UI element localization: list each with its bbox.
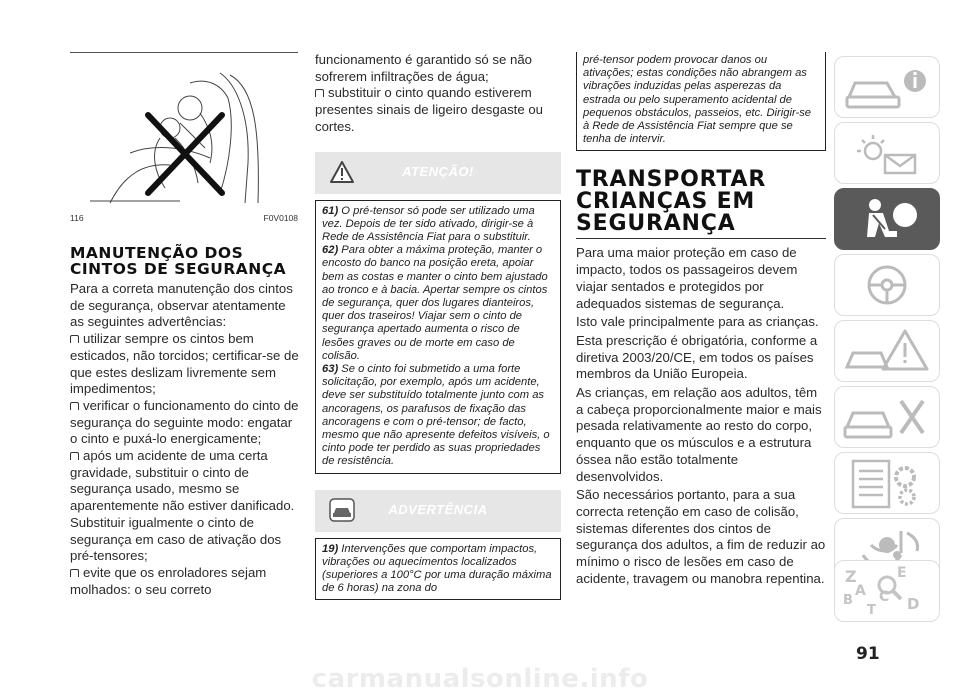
advice-title: ADVERTÊNCIA <box>388 501 488 517</box>
bullet-item: após um acidente de uma certa gravidade, substituir o cinto de segurança usado, mesmo se aparentemente não estiver danificado. Substituir igualmente o cinto de segurança em caso de ativação dos pré-tensores; <box>70 448 295 564</box>
tab-airbag-seatbelt[interactable] <box>834 188 940 250</box>
index-letter: Z <box>845 567 857 586</box>
heading-line-1: MANUTENÇÃO DOS <box>70 244 244 262</box>
warning-content <box>315 200 561 474</box>
intro-paragraph: Para a correta manutenção dos cintos de segurança, observar atentamente as seguintes advertências: <box>70 281 293 330</box>
car-tools-icon <box>835 387 941 449</box>
steering-wheel-icon <box>835 255 941 317</box>
heading-line-2: CRIANÇAS EM <box>576 189 756 215</box>
list-gear-icon <box>835 453 941 515</box>
bullet-icon <box>70 569 79 577</box>
advice-box <box>315 490 561 601</box>
paragraph: Para uma maior proteção em caso de impacto, todos os passageiros devem viajar sentados e protegidos por adequados sistemas de segurança. <box>576 245 798 311</box>
tab-index[interactable] <box>834 560 940 622</box>
index-letter: D <box>907 595 920 613</box>
paragraph: São necessários portanto, para a sua correcta retenção em caso de colisão, sistemas diferentes dos cintos de segurança dos adultos, a fim de reduzir ao mínimo o risco de lesões em caso de acidente, travagem ou manobra repentina. <box>576 487 826 586</box>
lights-mail-icon <box>835 123 941 185</box>
bullet-item: evite que os enroladores sejam molhados: o seu correto <box>70 564 267 597</box>
figure-caption <box>70 213 300 225</box>
figure-number: 116 <box>70 213 84 223</box>
tab-car-info[interactable] <box>834 56 940 118</box>
section-heading <box>70 245 300 277</box>
figure-code: F0V0108 <box>263 213 298 223</box>
bullet-icon <box>70 335 79 343</box>
warning-box <box>315 152 561 474</box>
advice-19: 19) Intervenções que comportam impactos, vibrações ou aquecimentos localizados (superiores a 100°C por uma duração máxima de 6 horas) na zona do <box>322 542 552 595</box>
bullet-item: substituir o cinto quando estiverem presentes sinais de ligeiro desgaste ou cortes. <box>315 85 543 134</box>
tab-car-tools[interactable] <box>834 386 940 448</box>
column-1 <box>70 52 300 598</box>
advice-continued: pré-tensor podem provocar danos ou ativações; estas condições não abrangem as vibrações induzidas pelas asperezas da estrada ou pelo superamento acidental de pequenos obstáculos, passeios, etc. Dirigir-se à Rede de Assistência Fiat sempre que se tenha de intervir. <box>576 52 826 151</box>
bullet-icon <box>315 89 324 97</box>
paragraph: Esta prescrição é obrigatória, conforme a diretiva 2003/20/CE, em todos os países membros da União Europeia. <box>576 332 818 382</box>
heading-line-2: CINTOS DE SEGURANÇA <box>70 260 287 278</box>
heading-rule <box>576 238 826 239</box>
heading-line-1: TRANSPORTAR <box>576 167 767 193</box>
index-letter: T <box>867 603 876 618</box>
advice-content <box>315 538 561 601</box>
index-letter: B <box>843 593 853 608</box>
page-number: 91 <box>856 644 880 664</box>
warning-62: 62) Para obter a máxima proteção, manter o encosto do banco na posição ereta, apoiar bem as costas e manter o cinto bem ajustado ao tronco e à bacia. Apertar sempre os cintos de segurança, quer dos lugares dianteiros, quer dos traseiros! Viajar sem o cinto de segurança apertado aumenta o risco de lesões graves ou de morte em caso de colisão. <box>322 244 548 362</box>
tab-steering[interactable] <box>834 254 940 316</box>
warning-road-icon <box>835 321 941 383</box>
heading-line-3: SEGURANÇA <box>576 211 736 237</box>
warning-title: ATENÇÃO! <box>402 163 474 179</box>
column-2 <box>315 52 561 600</box>
car-info-icon <box>835 57 941 119</box>
airbag-seatbelt-icon <box>835 189 941 251</box>
advice-header <box>315 490 561 532</box>
child-seat-figure <box>70 53 300 213</box>
magnifier-icon <box>875 573 905 603</box>
paragraph: Isto vale principalmente para as crianças. <box>576 314 819 330</box>
warning-63: 63) Se o cinto foi submetido a uma forte solicitação, por exemplo, após um acidente, deve ser substituído totalmente junto com as ancoragens, os parafusos de fixação das ancoragens e com o pré-tensor; de facto, mesmo que não apresente defeitos visíveis, o cinto pode ter perdido as suas propriedades de resistência. <box>322 362 550 468</box>
bullet-item: utilizar sempre os cintos bem esticados, não torcidos; certificar-se de que estes deslizam livremente sem impedimentos; <box>70 331 299 397</box>
bullet-icon <box>70 402 79 410</box>
index-letter: A <box>855 583 866 599</box>
index-letter: C <box>879 589 890 605</box>
main-heading <box>576 169 826 235</box>
paragraph: As crianças, em relação aos adultos, têm a cabeça proporcionalmente maior e mais pesada relativamente ao resto do corpo, enquanto que os músculos e a estrutura óssea não estão totalmente desenvolvidos. <box>576 385 822 484</box>
bullet-item: verificar o funcionamento do cinto de segurança do seguinte modo: engatar o cinto e puxá-lo energicamente; <box>70 397 299 447</box>
warning-header <box>315 152 561 194</box>
column-3 <box>576 52 826 587</box>
tab-warning-road[interactable] <box>834 320 940 382</box>
tab-lights-mail[interactable] <box>834 122 940 184</box>
tab-list-gear[interactable] <box>834 452 940 514</box>
continued-paragraph: funcionamento é garantido só se não sofrerem infiltrações de água; <box>315 52 533 84</box>
watermark: carmanualsonline.info <box>311 664 649 694</box>
warning-61: 61) O pré-tensor só pode ser utilizado uma vez. Depois de ter sido ativado, dirigir-se à Rede de Assistência Fiat para o substituir. <box>322 204 535 243</box>
index-letter: E <box>897 565 907 581</box>
index-letters-icon <box>835 561 939 621</box>
bullet-icon <box>70 452 79 460</box>
